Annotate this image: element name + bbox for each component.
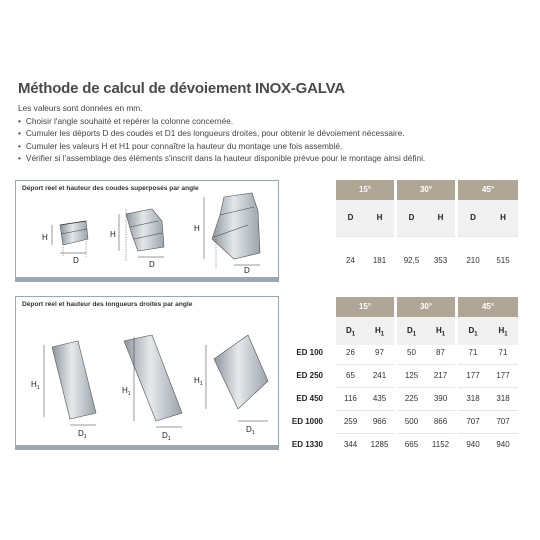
straight-30-drawing — [124, 335, 182, 427]
table-cell: 26 — [346, 348, 355, 357]
column-header-h1: $H_1$ — [435, 326, 446, 338]
column-header-h1: $H_1$ — [374, 326, 385, 338]
table-cell: 125 — [404, 371, 419, 380]
panel-bottom-bar — [15, 278, 279, 282]
table-cell: 177 — [496, 371, 510, 380]
table-row — [397, 365, 455, 387]
straight-length-diagram-panel — [15, 296, 279, 446]
table-row — [336, 411, 394, 433]
table-cell: 92,5 — [403, 256, 420, 265]
table-row — [458, 250, 518, 272]
row-label: ED 250 — [296, 371, 323, 380]
table-cell: 665 — [404, 440, 419, 449]
table-cell: 707 — [496, 417, 510, 426]
column-header-row — [397, 200, 455, 236]
table-cell: 940 — [466, 440, 480, 449]
table-row — [336, 365, 394, 387]
table-cell: 97 — [375, 348, 384, 357]
table-row — [336, 434, 394, 456]
table-cell: 217 — [433, 371, 448, 380]
table-row — [336, 250, 394, 272]
straight-45-h-label: $H_1$ — [194, 376, 203, 387]
table-cell: 259 — [343, 417, 358, 426]
table-cell: 515 — [496, 256, 510, 265]
elbow-table-45 — [458, 180, 518, 280]
straight-15-drawing — [44, 341, 96, 425]
elbow-diagram-title: Déport réel et hauteur des coudes superposés par angle — [22, 185, 199, 192]
intro-text: Les valeurs sont données en mm. — [18, 103, 143, 113]
column-header-d: D — [347, 213, 354, 222]
table-cell: 707 — [466, 417, 480, 426]
angle-header: 15° — [336, 180, 394, 200]
instruction-item: • Cumuler les déports D des coudes et D1 des longueurs droites, pour obtenir le dévoiement nécessaire. — [18, 127, 425, 139]
table-cell: 435 — [372, 394, 387, 403]
page-title: Méthode de calcul de dévoiement INOX-GALVA — [18, 80, 345, 97]
elbow-diagram-panel — [15, 180, 279, 278]
elbow-table-15 — [336, 180, 394, 280]
table-row — [458, 342, 518, 364]
table-cell: 390 — [433, 394, 448, 403]
straight-length-diagram-title: Déport réel et hauteur des longueurs droites par angle — [22, 301, 193, 308]
column-header-d1: $D_1$ — [406, 326, 417, 338]
table-row — [458, 365, 518, 387]
table-cell: 344 — [343, 440, 358, 449]
column-header-d: D — [470, 213, 476, 222]
table-row — [397, 342, 455, 364]
instruction-item: • Vérifier si l'assemblage des éléments s'inscrit dans la hauteur disponible prévue pour le montage ainsi défini. — [18, 152, 425, 164]
column-header-h1: $H_1$ — [498, 326, 508, 338]
table-cell: 87 — [436, 348, 445, 357]
row-label: ED 1330 — [291, 440, 323, 449]
angle-header: 15° — [336, 297, 394, 317]
table-row — [397, 411, 455, 433]
straight-45-drawing — [206, 335, 268, 421]
table-cell: 241 — [372, 371, 387, 380]
instruction-item: • Cumuler les valeurs H et H1 pour connaître la hauteur du montage une fois assemblé. — [18, 140, 425, 152]
table-row — [458, 411, 518, 433]
table-cell: 116 — [344, 394, 357, 403]
column-header-row — [458, 317, 518, 345]
elbow-diagram — [16, 181, 278, 277]
table-cell: 225 — [404, 394, 419, 403]
instruction-item: • Choisir l'angle souhaité et repérer la colonne concernée. — [18, 115, 425, 127]
column-header-row — [336, 317, 394, 345]
angle-header: 45° — [458, 297, 518, 317]
elbow-15-d-label: D — [73, 256, 79, 265]
table-cell: 353 — [433, 256, 448, 265]
table-cell: 318 — [496, 394, 510, 403]
table-row — [336, 388, 394, 410]
table-cell: 500 — [404, 417, 419, 426]
table-cell: 210 — [466, 256, 480, 265]
table-cell: 181 — [372, 256, 387, 265]
table-row — [397, 434, 455, 456]
table-cell: 71 — [468, 348, 478, 357]
panel-bottom-bar — [15, 446, 279, 450]
column-header-row — [336, 200, 394, 236]
elbow-45-h-label: H — [194, 224, 200, 233]
table-cell: 65 — [346, 371, 355, 380]
column-header-row — [397, 317, 455, 345]
elbow-30-drawing — [119, 209, 164, 261]
table-row — [397, 250, 455, 272]
elbow-45-drawing — [204, 193, 260, 269]
table-cell: 50 — [407, 348, 416, 357]
row-label: ED 450 — [296, 394, 323, 403]
elbow-table-30 — [397, 180, 455, 280]
table-cell: 966 — [372, 417, 387, 426]
column-header-d1: $D_1$ — [468, 326, 478, 338]
elbow-15-drawing — [52, 221, 88, 257]
instruction-list — [18, 115, 425, 165]
row-label: ED 100 — [296, 348, 323, 357]
straight-table-45 — [458, 297, 518, 463]
straight-30-d-label: $D_1$ — [162, 431, 171, 442]
table-cell: 24 — [346, 256, 355, 265]
table-cell: 1285 — [370, 440, 389, 449]
column-header-h: H — [437, 213, 444, 222]
elbow-30-h-label: H — [110, 230, 116, 239]
table-cell: 940 — [496, 440, 510, 449]
column-header-d: D — [408, 213, 415, 222]
straight-table-15 — [336, 297, 394, 463]
row-label: ED 1000 — [291, 417, 323, 426]
straight-45-d-label: $D_1$ — [246, 425, 255, 436]
column-header-h: H — [376, 213, 383, 222]
elbow-45-d-label: D — [244, 266, 250, 275]
straight-30-h-label: $H_1$ — [122, 386, 131, 397]
table-cell: 71 — [498, 348, 508, 357]
table-row — [336, 342, 394, 364]
angle-header: 30° — [397, 180, 455, 200]
elbow-15-h-label: H — [42, 233, 48, 242]
straight-length-diagram — [16, 297, 278, 445]
straight-15-h-label: $H_1$ — [31, 380, 40, 391]
straight-15-d-label: $D_1$ — [78, 429, 87, 440]
elbow-30-d-label: D — [149, 260, 155, 269]
column-header-d1: $D_1$ — [345, 326, 356, 338]
table-cell: 177 — [466, 371, 480, 380]
column-header-h: H — [500, 213, 506, 222]
table-cell: 318 — [466, 394, 480, 403]
angle-header: 45° — [458, 180, 518, 200]
angle-header: 30° — [397, 297, 455, 317]
column-header-row — [458, 200, 518, 236]
table-cell: 1152 — [431, 440, 450, 449]
straight-table-30 — [397, 297, 455, 463]
table-row — [458, 434, 518, 456]
table-cell: 866 — [433, 417, 448, 426]
table-row — [458, 388, 518, 410]
table-row — [397, 388, 455, 410]
